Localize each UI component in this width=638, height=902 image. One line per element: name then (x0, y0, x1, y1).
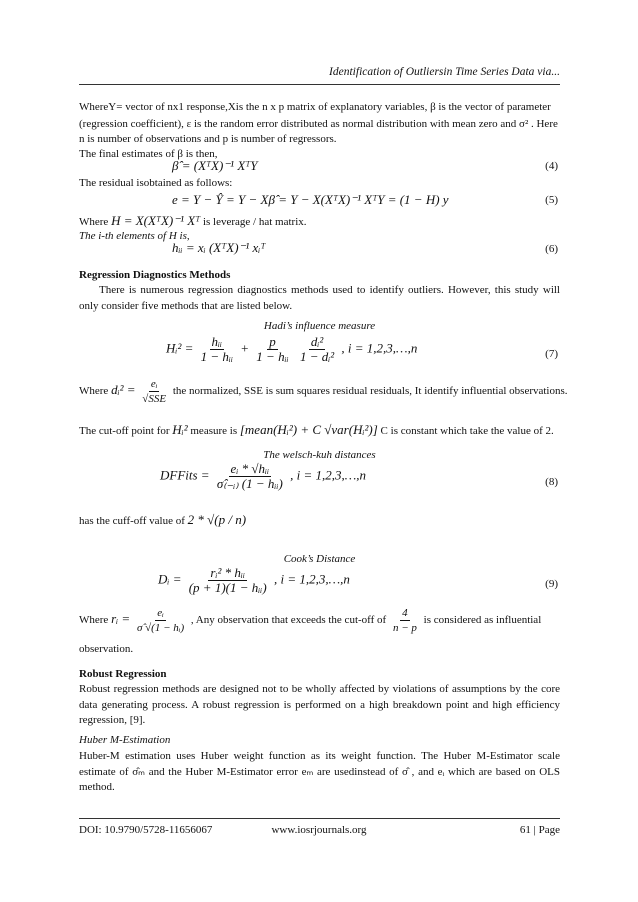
studentized-residual-frac: $\frac{\text{eᵢ}}{\text{σ̂ √(1 − hᵢ)}}$ (136, 607, 185, 634)
running-header: Identification of Outliersin Time Series Data via... (329, 66, 560, 78)
para-2: (regression coefficient), ε is the random error distributed as normal distribution with mean zero and σ² . Here (79, 118, 558, 130)
para-6-where: Where (79, 216, 109, 228)
para-5: The residual isobtained as follows: (79, 177, 233, 189)
footer-site: www.iosrjournals.org (271, 824, 367, 836)
hat-matrix-expr: H = X(XᵀX)⁻¹ Xᵀ (111, 213, 201, 228)
d-normalized-frac: $\frac{\text{eᵢ}}{\text{√SSE}}$ (142, 378, 167, 405)
footer-doi: DOI: 10.9790/5728-11656067 (79, 824, 213, 836)
para-12: Where rᵢ = $\frac{\text{eᵢ}}{\text{σ̂ √(1 − hᵢ)}}$ , Any observation that exceeds the cut-off of $\frac{4}{n - p}$ is considered as influential (79, 607, 542, 634)
para-15: Huber-M estimation uses Huber weight function as its weight function. The Huber M-Estimator scale estimate of σ̂ₘ and the Huber M-Estimator error eₘ are usedinstead of σ̂ , and eᵢ which are based on OLS method. (79, 750, 560, 793)
equation-5-number: (5) (545, 194, 558, 206)
equation-4: β̂ = (XᵀX)⁻¹ XᵀY (172, 158, 258, 173)
eq7-index: , i = 1,2,3,…,n (341, 340, 418, 356)
dffits-cutoff: 2 * √(p / n) (187, 512, 247, 527)
subheading-huber: Huber M-Estimation (79, 734, 171, 746)
para-6 (79, 213, 307, 229)
eq7-frac-2: $\frac{p}{\text{1 − hᵢᵢ}}$ (256, 334, 289, 364)
para-14: Robust regression methods are designed not to be wholly affected by violations of assumptions by the core data generating process. A robust regression is performed on a high breakdown point and high efficiency regression, [9]. (79, 683, 560, 726)
equation-7: Hᵢ² = $\frac{\text{hᵢᵢ}}{\text{1 − hᵢᵢ}}$ + $\frac{p}{\text{1 − hᵢᵢ}}$ $\frac{\text{dᵢ²}}{\text{1 − dᵢ²}}$ , i = 1,2,3,…,n (166, 334, 418, 364)
subheading-hadi: Hadi’s influence measure (263, 320, 376, 332)
para-1: WhereY= vector of nx1 response,Xis the n x p matrix of explanatory variables, β is the vector of parameter (79, 101, 551, 113)
equation-9: Dᵢ = $\frac{\text{rᵢ² * hᵢᵢ}}{\text{(p + 1)(1 − hᵢᵢ)}}$ , i = 1,2,3,…,n (158, 565, 350, 595)
section-heading-diagnostics: Regression Diagnostics Methods (79, 269, 231, 281)
eq8-frac: $\frac{\text{eᵢ * √hᵢᵢ}}{\text{σ̂₍₋ᵢ₎ (1 − hᵢᵢ)}}$ (216, 461, 283, 491)
d-normalized-lhs: dᵢ² = (111, 382, 136, 398)
eq7-lhs: Hᵢ² = (166, 340, 194, 356)
para-6-tail: is leverage / hat matrix. (202, 216, 307, 228)
para-3: n is number of observations and p is number of regressors. (79, 133, 337, 145)
para-11: has the cuff-off value of 2 * √(p / n) (79, 512, 247, 527)
para-8: There is numerous regression diagnostics methods used to identify outliers. However, this study will only consider five methods that are listed below. (79, 284, 560, 312)
para-4: The final estimates of β is then, (79, 148, 218, 160)
para-7: The i-th elements of H is, (79, 230, 190, 242)
section-heading-robust: Robust Regression (79, 668, 167, 680)
equation-8: DFFits = $\frac{\text{eᵢ * √hᵢᵢ}}{\text{σ̂₍₋ᵢ₎ (1 − hᵢᵢ)}}$ , i = 1,2,3,…,n (160, 461, 367, 491)
equation-7-number: (7) (545, 348, 558, 360)
equation-6: hᵢᵢ = xᵢ (XᵀX)⁻¹ xᵢᵀ (172, 240, 266, 255)
equation-8-number: (8) (545, 476, 558, 488)
eq7-frac-3: $\frac{\text{dᵢ²}}{\text{1 − dᵢ²}}$ (299, 334, 335, 364)
eq9-frac: $\frac{\text{rᵢ² * hᵢᵢ}}{\text{(p + 1)(1 − hᵢᵢ)}}$ (188, 565, 267, 595)
footer-page-number: 61 | Page (519, 824, 560, 836)
equation-6-number: (6) (545, 243, 558, 255)
subheading-welsch-kuh: The welsch-kuh distances (263, 449, 376, 461)
para-9: Where dᵢ² = $\frac{\text{eᵢ}}{\text{√SSE}}$ the normalized, SSE is sum squares residual residuals, It identify influential observations. (79, 378, 568, 405)
para-10: The cut-off point for Hᵢ² measure is [mean(Hᵢ²) + C √var(Hᵢ²)] C is constant which take the value of 2. (79, 422, 554, 437)
equation-5: e = Y − Ŷ = Y − Xβ̂ = Y − X(XᵀX)⁻¹ XᵀY = (1 − H) y (172, 192, 449, 207)
header-rule (79, 84, 560, 85)
cooks-cutoff-frac: $\frac{4}{n - p}$ (392, 607, 417, 634)
eq7-frac-1: $\frac{\text{hᵢᵢ}}{\text{1 − hᵢᵢ}}$ (200, 334, 234, 364)
equation-9-number: (9) (545, 578, 558, 590)
cutoff-expr: [mean(Hᵢ²) + C √var(Hᵢ²)] (239, 422, 378, 437)
para-13: observation. (79, 643, 134, 655)
equation-4-number: (4) (545, 160, 558, 172)
subheading-cooks: Cook’s Distance (283, 553, 356, 565)
footer-rule (79, 818, 560, 819)
